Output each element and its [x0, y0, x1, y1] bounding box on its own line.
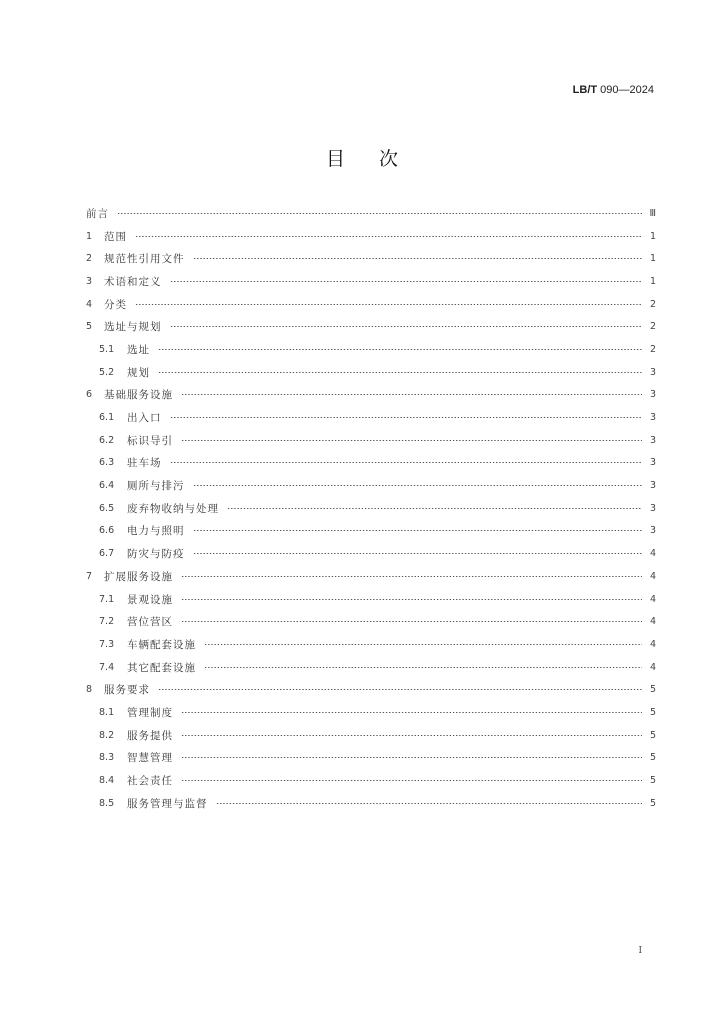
toc-entry-number: 7.1: [99, 593, 115, 605]
toc-entry-label: 服务要求: [104, 684, 150, 697]
toc-entry[interactable]: [86, 724, 656, 747]
toc-entry[interactable]: [86, 792, 656, 815]
toc-entry-page: 3: [649, 525, 656, 537]
toc-entry-page: Ⅲ: [649, 207, 656, 219]
toc-dot-leader: [170, 326, 643, 327]
page-number: I: [638, 946, 642, 956]
toc-entry[interactable]: [86, 270, 656, 293]
toc-entry-label: 范围: [104, 230, 127, 243]
toc-entry[interactable]: [86, 565, 656, 588]
toc-entry-page: 1: [649, 230, 656, 242]
toc-entry-page: 4: [649, 593, 656, 605]
toc-entry-number: 5.2: [99, 366, 115, 378]
toc-entry-page: 3: [649, 457, 656, 469]
toc-entry-number: 8.3: [99, 752, 115, 764]
toc-dot-leader: [193, 530, 643, 531]
toc-dot-leader: [158, 349, 642, 350]
toc-entry-page: 3: [649, 480, 656, 492]
toc-entry-number: 6.5: [99, 502, 115, 514]
toc-entry-number: 7: [86, 570, 93, 582]
toc-entry-label: 基础服务设施: [104, 389, 173, 402]
toc-dot-leader: [181, 394, 642, 395]
toc-entry-label: 扩展服务设施: [104, 570, 173, 583]
toc-dot-leader: [181, 576, 642, 577]
toc-entry-number: 3: [86, 275, 93, 287]
toc-entry-label: 分类: [104, 298, 127, 311]
toc-entry-label: 服务提供: [127, 729, 173, 742]
toc-entry[interactable]: [86, 315, 656, 338]
toc-entry-page: 5: [649, 752, 656, 764]
toc-entry-number: 6.1: [99, 412, 115, 424]
toc-dot-leader: [135, 304, 642, 305]
toc-entry[interactable]: [86, 384, 656, 407]
toc-entry[interactable]: [86, 338, 656, 361]
toc-entry-number: 6.6: [99, 525, 115, 537]
toc-entry-label: 景观设施: [127, 593, 173, 606]
table-of-contents: [86, 202, 656, 815]
toc-dot-leader: [170, 462, 643, 463]
toc-entry-label: 车辆配套设施: [127, 638, 196, 651]
toc-dot-leader: [181, 735, 642, 736]
toc-entry[interactable]: [86, 225, 656, 248]
toc-entry-page: 4: [649, 638, 656, 650]
toc-entry-page: 3: [649, 389, 656, 401]
toc-entry-page: 5: [649, 706, 656, 718]
toc-entry-number: 8.1: [99, 706, 115, 718]
toc-entry-page: 4: [649, 548, 656, 560]
toc-entry-label: 电力与照明: [127, 525, 185, 538]
toc-entry-page: 5: [649, 797, 656, 809]
page-title: 目次: [325, 148, 432, 170]
toc-dot-leader: [158, 689, 642, 690]
toc-entry-page: 2: [649, 343, 656, 355]
toc-entry-label: 社会责任: [127, 775, 173, 788]
toc-entry-number: 5: [86, 321, 93, 333]
toc-entry-label: 智慧管理: [127, 752, 173, 765]
toc-dot-leader: [227, 508, 642, 509]
toc-entry[interactable]: [86, 678, 656, 701]
toc-entry-number: 8.2: [99, 729, 115, 741]
toc-dot-leader: [181, 621, 642, 622]
toc-dot-leader: [193, 485, 643, 486]
toc-entry[interactable]: [86, 701, 656, 724]
toc-entry-page: 3: [649, 412, 656, 424]
toc-entry-label: 术语和定义: [104, 275, 162, 288]
toc-entry[interactable]: [86, 769, 656, 792]
toc-entry-page: 5: [649, 684, 656, 696]
toc-entry[interactable]: [86, 474, 656, 497]
toc-dot-leader: [117, 213, 642, 214]
toc-entry[interactable]: [86, 293, 656, 316]
toc-entry[interactable]: [86, 247, 656, 270]
toc-dot-leader: [170, 417, 643, 418]
standard-prefix: LB/T: [572, 84, 598, 96]
toc-entry-page: 5: [649, 729, 656, 741]
toc-entry-label: 前言: [86, 207, 109, 220]
toc-entry-label: 规划: [127, 366, 150, 379]
toc-entry-label: 驻车场: [127, 457, 162, 470]
toc-entry-number: 8.5: [99, 797, 115, 809]
toc-entry-label: 出入口: [127, 412, 162, 425]
toc-dot-leader: [170, 281, 643, 282]
toc-entry-number: 5.1: [99, 343, 115, 355]
toc-entry-label: 营位营区: [127, 616, 173, 629]
toc-dot-leader: [158, 372, 642, 373]
toc-dot-leader: [181, 599, 642, 600]
toc-entry[interactable]: [86, 497, 656, 520]
toc-dot-leader: [204, 644, 642, 645]
toc-entry-page: 4: [649, 570, 656, 582]
toc-dot-leader: [181, 780, 642, 781]
toc-dot-leader: [181, 440, 642, 441]
toc-entry-page: 4: [649, 616, 656, 628]
toc-entry-page: 1: [649, 275, 656, 287]
toc-dot-leader: [135, 236, 642, 237]
toc-entry-number: 4: [86, 298, 93, 310]
toc-entry[interactable]: [86, 520, 656, 543]
toc-entry-page: 2: [649, 298, 656, 310]
toc-entry[interactable]: [86, 202, 656, 225]
toc-entry-number: 6.2: [99, 434, 115, 446]
toc-dot-leader: [193, 553, 643, 554]
toc-dot-leader: [193, 258, 643, 259]
toc-dot-leader: [181, 757, 642, 758]
toc-entry-label: 规范性引用文件: [104, 253, 185, 266]
toc-dot-leader: [181, 712, 642, 713]
toc-entry-number: 2: [86, 253, 93, 265]
toc-entry-number: 8: [86, 684, 93, 696]
toc-entry-page: 1: [649, 253, 656, 265]
toc-entry-label: 厕所与排污: [127, 480, 185, 493]
toc-entry-page: 4: [649, 661, 656, 673]
toc-entry[interactable]: [86, 429, 656, 452]
toc-entry-number: 6.4: [99, 480, 115, 492]
standard-code: [573, 84, 654, 96]
toc-entry-number: 8.4: [99, 775, 115, 787]
toc-entry[interactable]: [86, 452, 656, 475]
toc-entry-number: 7.3: [99, 638, 115, 650]
toc-entry-label: 选址: [127, 343, 150, 356]
toc-entry-page: 5: [649, 775, 656, 787]
toc-entry-page: 3: [649, 434, 656, 446]
standard-number: 090—2024: [597, 84, 654, 96]
toc-entry[interactable]: [86, 588, 656, 611]
toc-entry-label: 选址与规划: [104, 321, 162, 334]
toc-entry[interactable]: [86, 361, 656, 384]
toc-entry-number: 7.2: [99, 616, 115, 628]
toc-entry-label: 其它配套设施: [127, 661, 196, 674]
toc-entry-label: 废弃物收纳与处理: [127, 502, 219, 515]
toc-entry[interactable]: [86, 633, 656, 656]
toc-entry-label: 服务管理与监督: [127, 797, 208, 810]
toc-entry-label: 防灾与防疫: [127, 548, 185, 561]
toc-entry-label: 管理制度: [127, 706, 173, 719]
toc-entry[interactable]: [86, 406, 656, 429]
toc-entry[interactable]: [86, 656, 656, 679]
toc-entry-number: 6.3: [99, 457, 115, 469]
toc-dot-leader: [216, 803, 643, 804]
toc-entry-page: 3: [649, 366, 656, 378]
toc-entry-number: 1: [86, 230, 93, 242]
toc-entry-number: 6.7: [99, 548, 115, 560]
toc-entry-page: 3: [649, 502, 656, 514]
toc-entry-number: 7.4: [99, 661, 115, 673]
toc-entry[interactable]: [86, 542, 656, 565]
toc-dot-leader: [204, 667, 642, 668]
toc-entry-number: 6: [86, 389, 93, 401]
toc-entry-label: 标识导引: [127, 434, 173, 447]
toc-entry-page: 2: [649, 321, 656, 333]
toc-entry[interactable]: [86, 610, 656, 633]
toc-entry[interactable]: [86, 747, 656, 770]
